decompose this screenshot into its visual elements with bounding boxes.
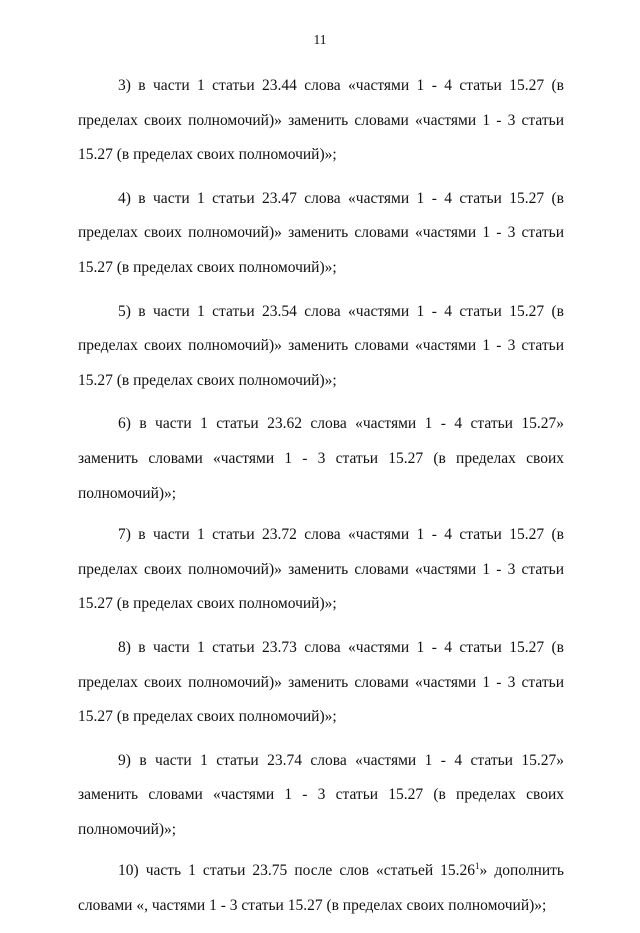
- paragraph-item-4: 4) в части 1 статьи 23.47 слова «частями 1 - 4 статьи 15.27 (в пределах своих полномочий)» заменить словами «частями 1 - 3 статьи 15.27 (в пределах своих полномочий)»;: [78, 189, 564, 276]
- paragraph-item-6: 6) в части 1 статьи 23.62 слова «частями 1 - 4 статьи 15.27» заменить словами «частями 1 - 3 статьи 15.27 (в пределах своих полномочий)»;: [78, 415, 564, 502]
- paragraph-item-10-end: » дополнить словами «, частями 1 - 3 статьи 15.27 (в пределах своих полномочий)»;: [78, 862, 564, 915]
- paragraph-item-10: [78, 854, 564, 923]
- superscript-marker: 1: [475, 861, 480, 872]
- paragraph-item-10-start: 10) часть 1 статьи 23.75 после слов «статьей 15.26: [118, 862, 476, 880]
- paragraph-item-3: 3) в части 1 статьи 23.44 слова «частями 1 - 4 статьи 15.27 (в пределах своих полномочий)» заменить словами «частями 1 - 3 статьи 15.27 (в пределах своих полномочий)»;: [78, 77, 564, 164]
- paragraph-item-9: 9) в части 1 статьи 23.74 слова «частями 1 - 4 статьи 15.27» заменить словами «частями 1 - 3 статьи 15.27 (в пределах своих полномочий)»;: [78, 751, 564, 838]
- paragraph-item-8: 8) в части 1 статьи 23.73 слова «частями 1 - 4 статьи 15.27 (в пределах своих полномочий)» заменить словами «частями 1 - 3 статьи 15.27 (в пределах своих полномочий)»;: [78, 638, 564, 726]
- document-body: [78, 69, 564, 933]
- paragraph-item-7: 7) в части 1 статьи 23.72 слова «частями 1 - 4 статьи 15.27 (в пределах своих полномочий)» заменить словами «частями 1 - 3 статьи 15.27 (в пределах своих полномочий)»;: [78, 526, 564, 613]
- paragraph-item-5: 5) в части 1 статьи 23.54 слова «частями 1 - 4 статьи 15.27 (в пределах своих полномочий)» заменить словами «частями 1 - 3 статьи 15.27 (в пределах своих полномочий)»;: [78, 302, 564, 389]
- page-number: 11: [313, 32, 327, 47]
